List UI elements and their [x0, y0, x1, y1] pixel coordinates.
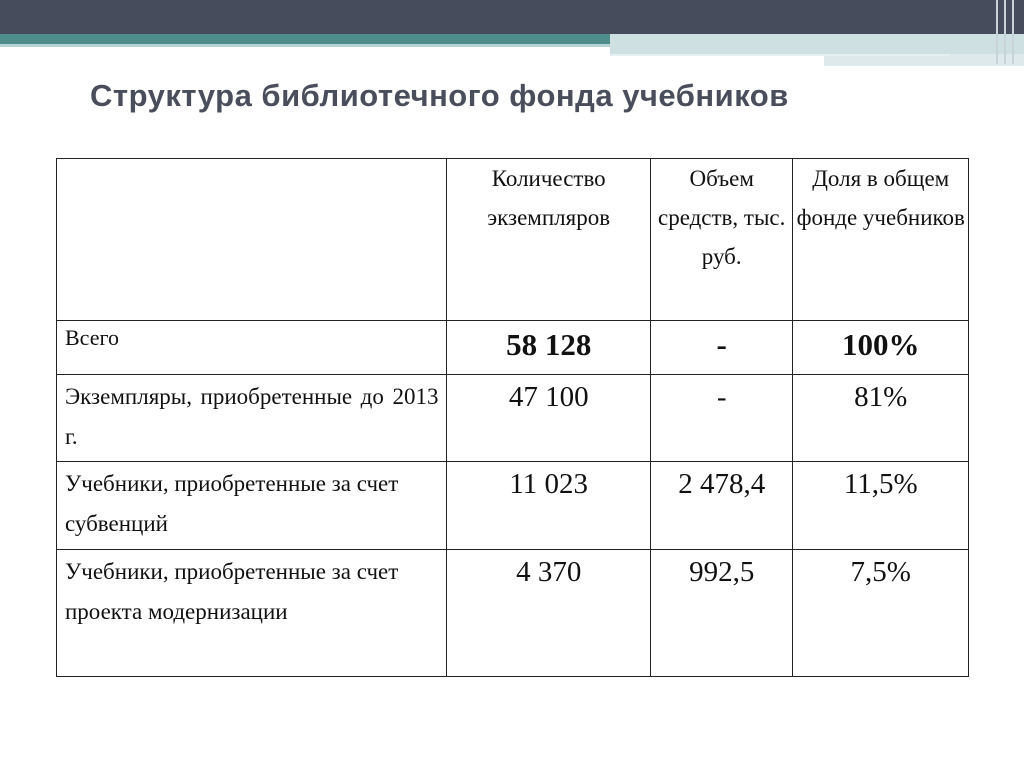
header-cell-funds: Объем средств, тыс. руб. — [650, 159, 793, 321]
table-row — [57, 375, 969, 462]
table-header-row — [57, 159, 969, 321]
table-row — [57, 462, 969, 550]
header-cell-share: Доля в общем фонде учебников — [793, 159, 969, 321]
count-cell: 47 100 — [447, 375, 650, 462]
row-label: Всего — [57, 321, 447, 375]
header-cell-empty — [57, 159, 447, 321]
share-cell: 81% — [793, 375, 969, 462]
header-accent-line — [0, 34, 610, 44]
row-label: Учебники, приобретенные за счет проекта модернизации — [57, 550, 447, 677]
share-cell: 100% — [793, 321, 969, 375]
share-cell: 7,5% — [793, 550, 969, 677]
count-cell: 58 128 — [447, 321, 650, 375]
header-right-block — [610, 34, 1024, 54]
row-label: Учебники, приобретенные за счет субвенций — [57, 462, 447, 550]
funds-cell: 2 478,4 — [650, 462, 793, 550]
table-row — [57, 550, 969, 677]
table-row — [57, 321, 969, 375]
slide-title: Структура библиотечного фонда учебников — [90, 78, 789, 113]
funds-cell: 992,5 — [650, 550, 793, 677]
count-cell: 11 023 — [447, 462, 650, 550]
header-accent-thin-line — [0, 44, 610, 47]
header-stripe — [1012, 0, 1014, 64]
header-right-line — [610, 54, 950, 56]
header-stripe — [996, 0, 998, 64]
header-stripe — [1004, 0, 1006, 64]
share-cell: 11,5% — [793, 462, 969, 550]
header-cell-count: Количество экземпляров — [447, 159, 650, 321]
header-band — [0, 0, 1024, 34]
fund-structure-table — [56, 158, 969, 677]
row-label: Экземпляры, приобретенные до 2013 г. — [57, 375, 447, 462]
funds-cell: - — [650, 375, 793, 462]
funds-cell: - — [650, 321, 793, 375]
count-cell: 4 370 — [447, 550, 650, 677]
